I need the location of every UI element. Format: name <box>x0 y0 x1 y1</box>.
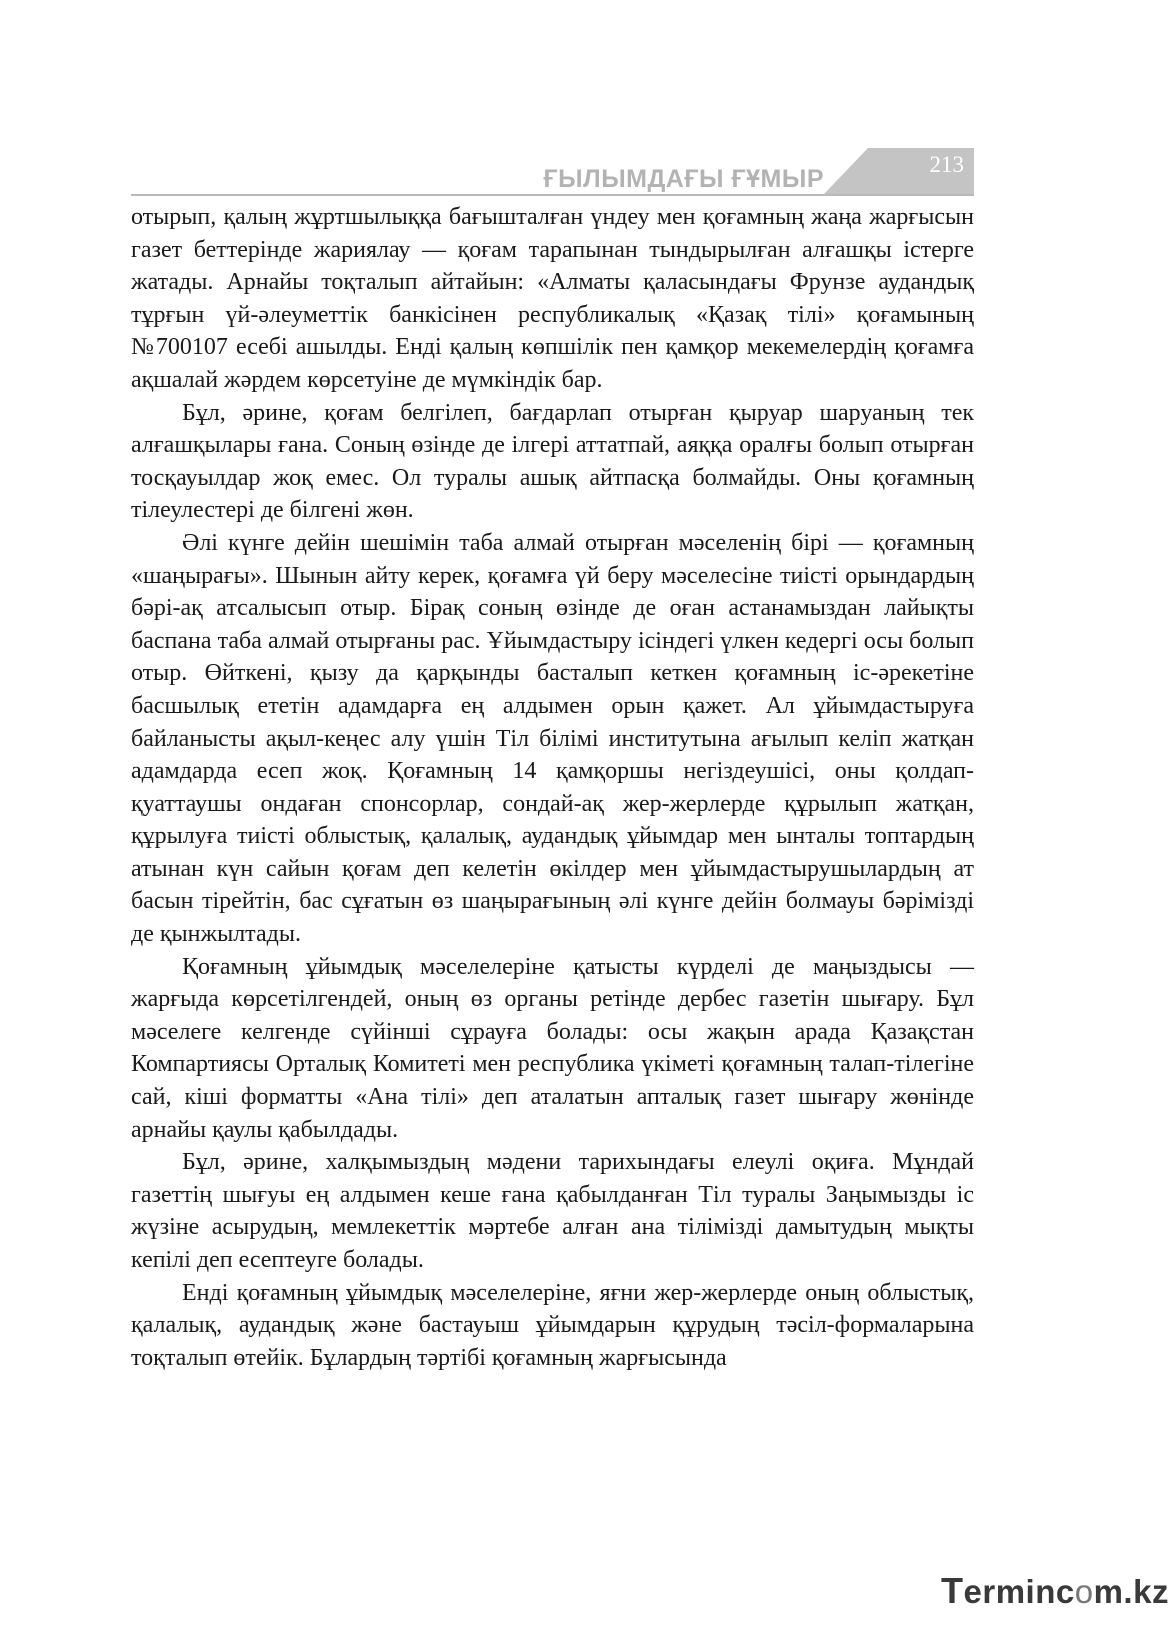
header-rule <box>131 194 974 196</box>
paragraph: Қоғамның ұйымдық мәселелеріне қатысты күрделі де маңыздысы — жарғыда көрсетілгендей, оның өз органы ретінде дербес газетін шығару. Бұл мәселеге келгенде сүйінші сұрауға болады: осы жақын арада Қазақстан Компартиясы Орталық Комитеті мен республика үкіметі қоғамның талап-тілегіне сай, кіші форматты «Ана тілі» деп аталатын апталық газет шығару жөнінде арнайы қаулы қабылдады. <box>131 953 974 1143</box>
paragraph: Енді қоғамның ұйымдық мәселелеріне, яғни жер-жерлерде оның облыстық, қалалық, аудандық және бастауыш ұйымдарын құрудың тәсіл-формаларына тоқталып өтейік. Бұлардың тәртібі қоғамның жарғысында <box>131 1279 974 1371</box>
paragraph: Бұл, әрине, қоғам белгілеп, бағдарлап отырған қыруар шаруаның тек алғашқылары ғана. Соның өзінде де ілгері аттатпай, аяққа оралғы болып отырған тосқауылдар жоқ емес. Ол туралы ашық айтпасқа болмайды. Оны қоғамның тілеулестері де білгені жөн. <box>131 399 974 524</box>
running-header <box>131 148 974 196</box>
watermark-letter: T <box>941 1570 964 1611</box>
paragraph: Бұл, әрине, халқымыздың мәдени тарихындағы елеулі оқиға. Мұндай газеттің шығуы ең алдымен кеше ғана қабылданған Тіл туралы Заңымызды іс жүзіне асырудың, мемлекеттік мәртебе алған ана тілімізді дамытудың мықты кепілі деп есептеуге болады. <box>131 1149 974 1273</box>
paragraph: Әлі күнге дейін шешімін таба алмай отырған мәселенің бірі — қоғамның «шаңырағы». Шынын айту керек, қоғамға үй беру мәселесіне тиісті орындардың бәрі-ақ атсалысып отыр. Бірақ соның өзінде де оған астанамыздан лайықты баспана таба алмай отырғаны рас. Ұйымдастыру ісіндегі үлкен кедергі осы болып отыр. Өйткені, қызу да қарқынды басталып кеткен қоғамның іс-әрекетіне басшылық ететін адамдарға ең алдымен орын қажет. Ал ұйымдастыруға байланысты ақыл-кеңес алу үшін Тіл білімі институтына ағылып келіп жатқан адамдарда есеп жоқ. Қоғамның 14 қамқоршы негіздеушісі, оны қолдап-қуаттаушы ондаған спонсорлар, сондай-ақ жер-жерлерде құрылып жатқан, құрылуға тиісті облыстық, қалалық, аудандық ұйымдар мен ынталы топтардың атынан күн сайын қоғам деп келетін өкілдер мен ұйымдастырушылардың ат басын тірейтін, бас сұғатын өз шаңырағының әлі күнге дейін болмауы бәрімізді де қынжылтады. <box>131 529 974 948</box>
watermark-logo <box>941 1570 1169 1612</box>
page-number: 213 <box>929 152 964 177</box>
watermark-tail: m.kz <box>1093 1573 1169 1610</box>
page-body <box>131 201 974 1374</box>
paragraph: отырып, қалың жұртшылыққа бағышталған үндеу мен қоғамның жаңа жарғысын газет беттерінде жариялау — қоғам тарапынан тындырылған алғашқы істерге жатады. Арнайы тоқталып айтайын: «Алматы қаласындағы Фрунзе аудандық тұрғын үй-әлеуметтік банкісінен республикалық «Қазақ тілі» қоғамының №700107 есебі ашылды. Енді қалың көпшілік пен қамқор мекемелердің қоғамға ақшалай жәрдем көрсетуіне де мүмкіндік бар. <box>131 204 974 393</box>
running-title: ҒЫЛЫМДАҒЫ ҒҰМЫР <box>543 165 824 193</box>
watermark-circle-letter: o <box>1074 1573 1094 1610</box>
watermark-text: erminc <box>963 1573 1075 1610</box>
